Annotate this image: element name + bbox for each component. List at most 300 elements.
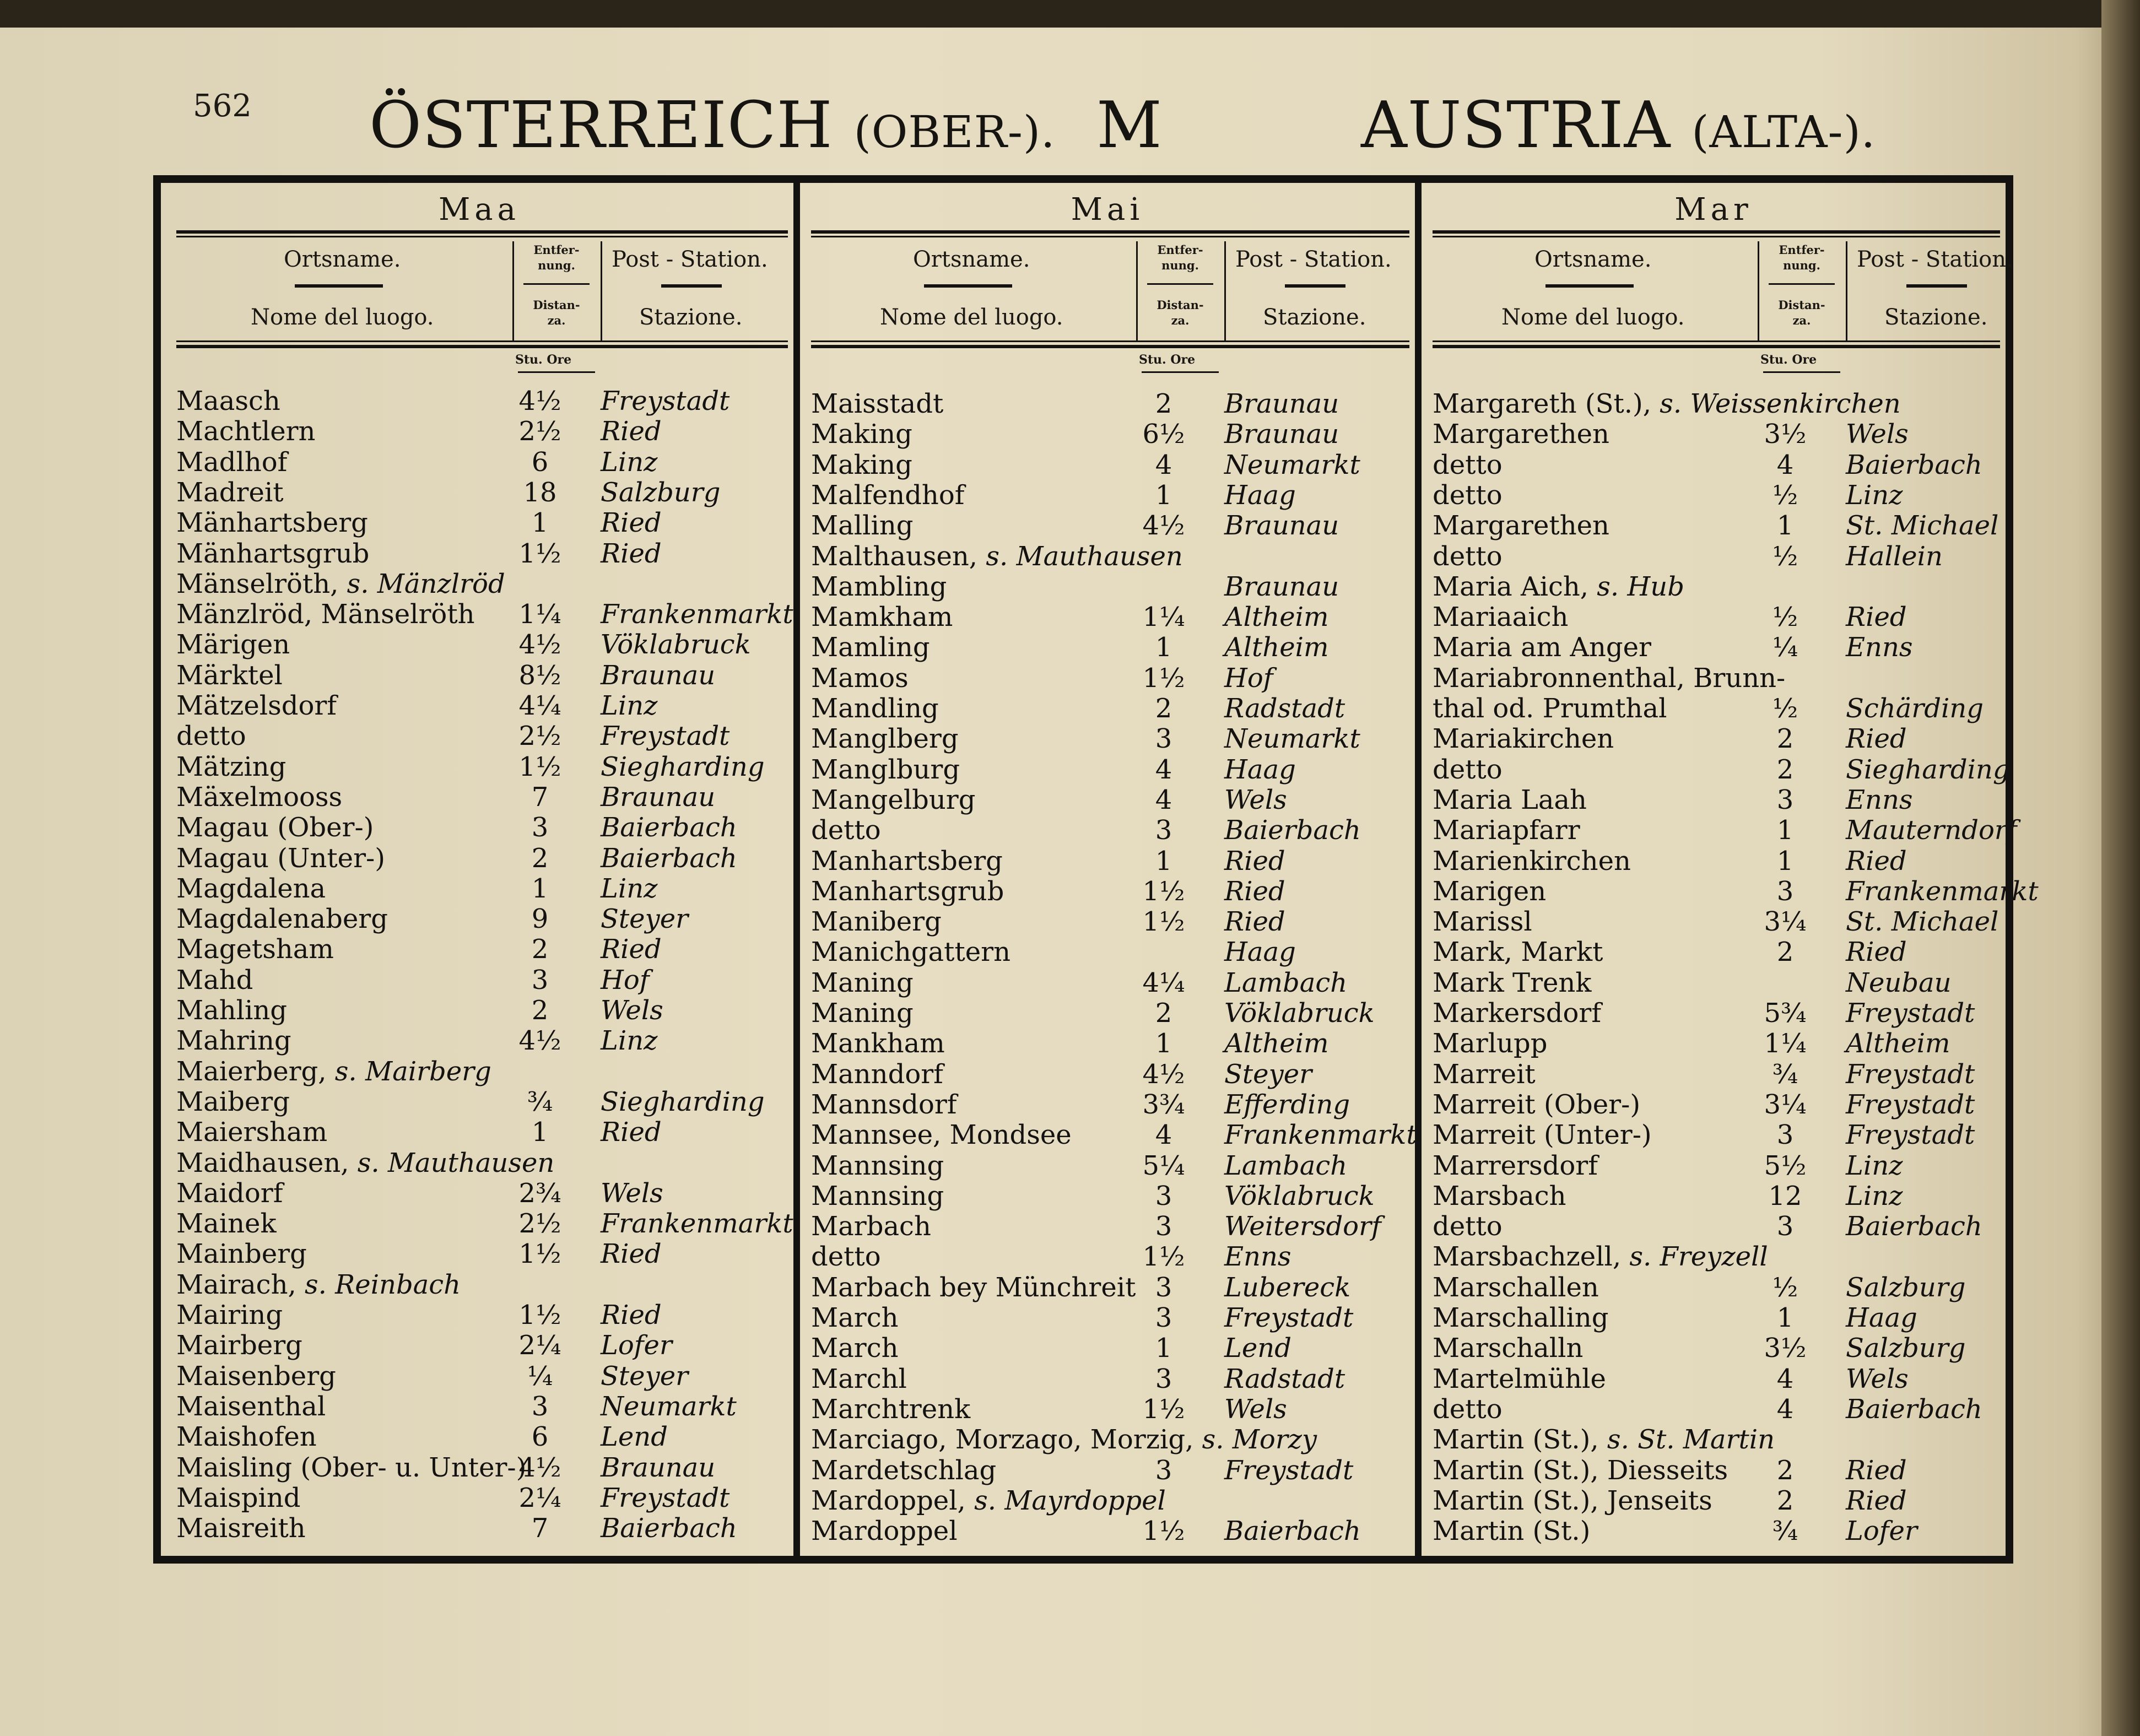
place-name-text: Mardetschlag — [811, 1454, 997, 1486]
place-name — [811, 937, 1010, 967]
place-name — [1433, 937, 1603, 967]
place-name — [811, 541, 1183, 572]
place-name — [1433, 754, 1503, 785]
table-row — [1433, 1241, 2000, 1272]
distance: 3 — [1155, 1363, 1172, 1394]
distance: 4½ — [518, 386, 561, 417]
header-distance-it: Distan- za. — [1778, 298, 1825, 327]
place-name — [1433, 1516, 1590, 1546]
post-station: Freystadt — [1224, 1302, 1354, 1333]
place-name-text: Manhartsgrub — [811, 875, 1004, 907]
table-row — [1433, 1272, 2000, 1303]
distance: 2½ — [518, 1208, 561, 1240]
place-name — [176, 1178, 283, 1209]
place-name-text: Märigen — [176, 629, 290, 661]
post-station: Vöklabruck — [1224, 998, 1375, 1029]
column-divider — [793, 183, 800, 1556]
table-row — [1433, 723, 2000, 754]
distance: 1 — [1155, 1333, 1172, 1364]
distance: 3 — [1155, 1211, 1172, 1242]
place-name-text: Maria Aich, — [1433, 571, 1589, 602]
distance: 1 — [1776, 815, 1794, 846]
table-row — [176, 477, 788, 508]
distance: 9 — [531, 904, 549, 935]
distance: 8½ — [518, 659, 561, 691]
table-row — [1433, 815, 2017, 846]
post-station: Linz — [601, 446, 658, 478]
header-rule — [1433, 236, 2000, 237]
post-station: Ried — [1846, 937, 1907, 968]
header-name-it: Nome del luogo. — [1501, 305, 1685, 330]
place-name — [811, 510, 913, 541]
post-station: Altheim — [1846, 1028, 1950, 1059]
place-name-text: Maisenthal — [176, 1391, 326, 1422]
place-name-text: detto — [1433, 1211, 1503, 1242]
table-row — [176, 1208, 793, 1240]
place-name — [811, 1120, 1072, 1150]
place-name — [811, 1241, 881, 1272]
distance: 5¾ — [1764, 998, 1807, 1029]
distance: 4½ — [518, 1025, 561, 1057]
header-rule — [176, 340, 788, 342]
distance: 3 — [1155, 1454, 1172, 1486]
post-station: Ried — [601, 538, 662, 569]
place-name-text: Mannsing — [811, 1150, 944, 1181]
post-station: Ried — [601, 1239, 662, 1270]
post-station: Ried — [1846, 845, 1907, 877]
place-name — [1433, 571, 1684, 602]
table-row — [811, 1241, 1409, 1272]
cross-reference: s. Mänzlröd — [338, 568, 505, 599]
post-station: Wels — [601, 995, 663, 1026]
post-station: Baierbach — [1846, 449, 1982, 480]
header-distance-it: Distan- za. — [533, 298, 580, 327]
table-row — [811, 1485, 1409, 1516]
post-station: Baierbach — [601, 842, 737, 874]
post-station: Steyer — [601, 1360, 689, 1392]
place-name-text: Maishofen — [176, 1421, 317, 1453]
distance: 1 — [531, 873, 549, 904]
distance: 3 — [1155, 723, 1172, 755]
post-station: Baierbach — [1846, 1211, 1982, 1242]
post-station: Freystadt — [1846, 1120, 1975, 1151]
place-name-text: Magetsham — [176, 934, 334, 965]
header-distance-rule — [523, 283, 590, 285]
distance: 2 — [1776, 1485, 1794, 1516]
place-name — [811, 450, 912, 480]
table-row — [811, 693, 1409, 724]
post-station: Linz — [601, 690, 658, 721]
header-station-it: Stazione. — [1884, 305, 1988, 330]
place-name — [1433, 510, 1609, 541]
table-row — [176, 1483, 788, 1513]
place-name — [176, 1208, 277, 1239]
place-name-text: Mandling — [811, 693, 939, 724]
place-name-text: Madreit — [176, 477, 284, 508]
place-name-text: detto — [1433, 1393, 1503, 1425]
table-row — [811, 571, 1409, 602]
place-name-text: Mardoppel, — [811, 1485, 966, 1516]
post-station: Enns — [1846, 784, 1913, 815]
place-name-text: Mänhartsberg — [176, 507, 368, 539]
post-station: Wels — [601, 1177, 663, 1209]
place-name-text: Mairach, — [176, 1269, 296, 1300]
distance: 5¼ — [1142, 1150, 1185, 1181]
distance: 2 — [531, 934, 549, 965]
post-station: Ried — [1224, 906, 1285, 938]
post-station: Hallein — [1846, 540, 1943, 572]
distance: 3 — [1776, 1211, 1794, 1242]
distance: 3¼ — [1764, 1089, 1807, 1120]
post-station: Neumarkt — [601, 1391, 737, 1422]
table-row — [176, 1117, 788, 1148]
header-rule — [176, 230, 788, 234]
header-distance-de: Entfer- nung. — [533, 243, 580, 272]
book-spine — [2101, 0, 2140, 1736]
place-name — [1433, 1455, 1728, 1486]
post-station: Baierbach — [601, 1513, 737, 1544]
post-station: Ried — [1846, 1454, 1907, 1486]
distance: 6 — [531, 446, 549, 478]
title-left-main: ÖSTERREICH — [369, 88, 833, 163]
distance: 7 — [531, 1513, 549, 1544]
post-station: Steyer — [1224, 1058, 1312, 1090]
table-row — [176, 1361, 788, 1392]
header-name-de: Ortsname. — [1534, 247, 1652, 272]
table-row — [1433, 1059, 2000, 1090]
units-rule — [1142, 371, 1219, 373]
distance: ½ — [1772, 1272, 1798, 1303]
place-name — [811, 480, 965, 511]
post-station: Lend — [601, 1421, 668, 1453]
table-row — [176, 1178, 788, 1209]
place-name — [1433, 419, 1609, 450]
post-station: Ried — [1846, 1485, 1907, 1516]
place-name — [176, 995, 287, 1026]
place-name — [811, 693, 939, 724]
units-label: Stu. Ore — [1139, 353, 1196, 367]
place-name-text: Making — [811, 419, 912, 450]
distance: ¼ — [1772, 632, 1798, 663]
table-row — [1433, 1485, 2000, 1516]
table-row — [1433, 571, 2000, 602]
place-name-text: Mamos — [811, 662, 909, 694]
post-station: Linz — [601, 873, 658, 904]
place-name-text: Manhartsberg — [811, 845, 1003, 877]
post-station: Efferding — [1224, 1089, 1350, 1120]
place-name-text: Manichgattern — [811, 937, 1011, 968]
place-name-text: Magdalenaberg — [176, 904, 388, 935]
place-name — [811, 1485, 1166, 1516]
place-name-text: Martin (St.) — [1433, 1516, 1591, 1547]
place-name-text: detto — [811, 815, 881, 846]
post-station: Ried — [1224, 875, 1285, 907]
cross-reference: s. Mauthausen — [977, 540, 1183, 572]
post-station: Freystadt — [1846, 998, 1975, 1029]
post-station: Salzburg — [601, 477, 721, 508]
post-station: Ried — [1846, 723, 1907, 755]
distance: 1 — [1155, 632, 1172, 663]
place-name-text: Maidhausen, — [176, 1147, 349, 1178]
post-station: Frankenmarkt — [1224, 1120, 1417, 1151]
distance: 4 — [1155, 1120, 1172, 1151]
place-name — [811, 785, 975, 815]
table-row — [1433, 1424, 2000, 1455]
title-left-sub: (OBER-). — [853, 106, 1056, 158]
place-name-text: Maidorf — [176, 1177, 283, 1209]
place-name-text: Mäxelmooss — [176, 781, 343, 813]
place-name — [1433, 1394, 1503, 1425]
post-station: Ried — [1846, 602, 1907, 633]
place-name-text: Marchtrenk — [811, 1393, 971, 1425]
place-name-text: Malfendhof — [811, 479, 965, 511]
distance: 3½ — [1764, 1333, 1807, 1364]
table-row — [811, 998, 1409, 1029]
distance: 4 — [1776, 1363, 1794, 1394]
place-name — [1433, 1181, 1566, 1212]
place-name — [176, 843, 385, 874]
place-name-text: Mardoppel — [811, 1516, 958, 1547]
header-separator — [1846, 241, 1847, 340]
distance: 1½ — [1142, 1241, 1185, 1273]
place-name — [811, 663, 909, 694]
table-row — [176, 1025, 788, 1056]
distance: 1 — [1776, 510, 1794, 542]
place-name-text: Martelmühle — [1433, 1363, 1606, 1394]
table-row — [1433, 1120, 2000, 1150]
distance: 4¼ — [518, 690, 561, 721]
table-row — [811, 1089, 1409, 1120]
place-name-text: Making — [811, 449, 912, 480]
distance: ½ — [1772, 693, 1798, 724]
distance: 1½ — [1142, 1516, 1185, 1547]
distance: 4 — [1155, 754, 1172, 785]
distance: 18 — [523, 477, 557, 508]
post-station: Neubau — [1846, 967, 1952, 998]
place-name — [1433, 1150, 1598, 1181]
table-row — [811, 876, 1409, 907]
header-underline — [1906, 284, 1967, 288]
post-station: Siegharding — [601, 1086, 765, 1117]
header-separator — [601, 241, 602, 340]
place-name-text: Marreit — [1433, 1058, 1536, 1090]
post-station: Freystadt — [601, 386, 730, 417]
place-name — [811, 1211, 931, 1242]
post-station: Lambach — [1224, 1150, 1348, 1181]
table-row — [176, 538, 788, 569]
place-name-text: Mariaaich — [1433, 602, 1569, 633]
distance: 4 — [1776, 1393, 1794, 1425]
place-name — [811, 846, 1003, 877]
post-station: Radstadt — [1224, 1363, 1345, 1394]
cross-reference: s. Mayrdoppel — [965, 1485, 1166, 1516]
place-name — [176, 690, 337, 721]
place-name-text: Manndorf — [811, 1058, 943, 1090]
place-name — [811, 906, 942, 937]
distance: ¾ — [527, 1086, 553, 1117]
distance: 4¼ — [1142, 967, 1185, 998]
place-name — [811, 1394, 970, 1425]
place-name-text: Marreit (Ober-) — [1433, 1089, 1641, 1120]
table-row — [811, 663, 1409, 694]
place-name — [176, 873, 326, 904]
post-station: Linz — [1846, 479, 1903, 511]
table-row — [811, 388, 1409, 419]
place-name-text: Mänzlröd, Mänselröth — [176, 599, 475, 630]
place-name-text: March — [811, 1302, 899, 1333]
distance: 2 — [1776, 937, 1794, 968]
place-name — [1433, 785, 1587, 815]
place-name-text: detto — [176, 721, 246, 752]
table-row — [1433, 1150, 2000, 1181]
header-distance-de: Entfer- nung. — [1779, 243, 1825, 272]
place-name — [176, 599, 475, 630]
table-row — [811, 846, 1409, 877]
distance: 4½ — [518, 1452, 561, 1483]
post-station: Baierbach — [601, 812, 737, 843]
distance: 2 — [1155, 693, 1172, 724]
distance: 2 — [1776, 1454, 1794, 1486]
place-name-text: Mangelburg — [811, 784, 976, 815]
distance: 2¾ — [518, 1177, 561, 1209]
column-heading: Maa — [438, 192, 521, 228]
post-station: Wels — [1224, 1393, 1287, 1425]
table-row — [811, 450, 1409, 480]
place-name-text: Magdalena — [176, 873, 326, 904]
place-name — [1433, 693, 1667, 724]
place-name — [811, 1089, 957, 1120]
place-name — [176, 1148, 554, 1178]
place-name — [1433, 1028, 1547, 1059]
place-name — [811, 1455, 996, 1486]
place-name-text: Mambling — [811, 571, 947, 602]
distance: 6½ — [1142, 419, 1185, 450]
distance: 1½ — [1142, 875, 1185, 907]
post-station: Wels — [1846, 1363, 1909, 1394]
post-station: Wels — [1846, 419, 1909, 450]
place-name — [1433, 815, 1580, 846]
table-row — [811, 1516, 1409, 1546]
table-row — [1433, 1302, 2000, 1333]
place-name — [1433, 876, 1546, 907]
place-name-text: Marschalling — [1433, 1302, 1609, 1333]
table-row — [1433, 1089, 2000, 1120]
post-station: Enns — [1224, 1241, 1291, 1273]
post-station: Enns — [1846, 632, 1913, 663]
table-row — [1433, 846, 2000, 877]
header-name-de: Ortsname. — [913, 247, 1030, 272]
post-station: Ried — [601, 1300, 662, 1331]
distance: 1½ — [1142, 662, 1185, 694]
place-name-text: Maning — [811, 967, 914, 998]
header-rule — [176, 345, 788, 348]
distance: 1½ — [518, 1300, 561, 1331]
table-column — [800, 175, 1415, 1564]
distance: 4 — [1155, 784, 1172, 815]
table-row — [1433, 1455, 2000, 1486]
table-row — [1433, 1211, 2000, 1242]
distance: 1½ — [518, 538, 561, 569]
distance: 1¼ — [518, 599, 561, 630]
table-row — [176, 721, 788, 751]
place-name — [1433, 906, 1532, 937]
table-row — [176, 660, 788, 691]
place-name — [811, 1272, 1136, 1303]
distance: ¾ — [1772, 1516, 1798, 1547]
post-station: Freystadt — [601, 721, 730, 752]
distance: 1½ — [518, 751, 561, 782]
place-name — [176, 1056, 491, 1087]
place-name — [1433, 663, 1785, 694]
place-name-text: detto — [1433, 754, 1503, 785]
post-station: Ried — [601, 416, 662, 447]
distance: 2¼ — [518, 1330, 561, 1361]
header-underline — [1545, 284, 1634, 288]
header-underline — [1285, 284, 1345, 288]
distance: ¼ — [527, 1360, 553, 1392]
post-station: Linz — [601, 1025, 658, 1057]
units-rule — [1763, 371, 1840, 373]
table-row — [811, 1302, 1409, 1333]
post-station: Haag — [1224, 479, 1296, 511]
table-row — [1433, 480, 2000, 511]
cross-reference: s. St. Martin — [1598, 1424, 1775, 1456]
distance: 3 — [1776, 784, 1794, 815]
place-name — [176, 812, 374, 843]
place-name-text: Maispind — [176, 1482, 301, 1513]
place-name — [176, 1361, 336, 1392]
place-name-text: Magau (Unter-) — [176, 842, 385, 874]
table-row — [176, 751, 788, 782]
table-row — [1433, 937, 2000, 967]
cross-reference: s. Morzy — [1193, 1424, 1317, 1456]
place-name-text: Maiberg — [176, 1086, 290, 1117]
table-row — [811, 1181, 1409, 1212]
place-name — [176, 660, 283, 691]
table-row — [1433, 998, 2000, 1029]
table-row — [176, 904, 788, 934]
distance: 2½ — [518, 416, 561, 447]
distance: 4 — [1155, 449, 1172, 480]
table-row — [1433, 1394, 2000, 1425]
table-row — [811, 1211, 1409, 1242]
place-name — [176, 629, 290, 660]
place-name — [1433, 1059, 1536, 1090]
place-name — [811, 571, 947, 602]
post-station: Braunau — [1224, 419, 1339, 450]
post-station: Altheim — [1224, 1028, 1329, 1059]
place-name-text: Mark, Markt — [1433, 937, 1603, 968]
post-station: Neumarkt — [1224, 723, 1360, 755]
distance: 1¼ — [1764, 1028, 1807, 1059]
place-name-text: Mark Trenk — [1433, 967, 1592, 998]
place-name — [1433, 1241, 1768, 1272]
header-rule — [1433, 345, 2000, 348]
place-name — [811, 632, 930, 663]
distance: 3 — [1155, 815, 1172, 846]
table-row — [176, 843, 788, 874]
distance: 1 — [531, 507, 549, 539]
scan-background-edge — [0, 0, 2140, 28]
page-number: 562 — [193, 88, 252, 124]
place-name — [176, 721, 246, 751]
place-name — [176, 1513, 306, 1544]
table-row — [1433, 1516, 2000, 1546]
place-name — [1433, 846, 1631, 877]
header-name-it: Nome del luogo. — [880, 305, 1063, 330]
table-row — [1433, 754, 2010, 785]
header-underline — [661, 284, 722, 288]
